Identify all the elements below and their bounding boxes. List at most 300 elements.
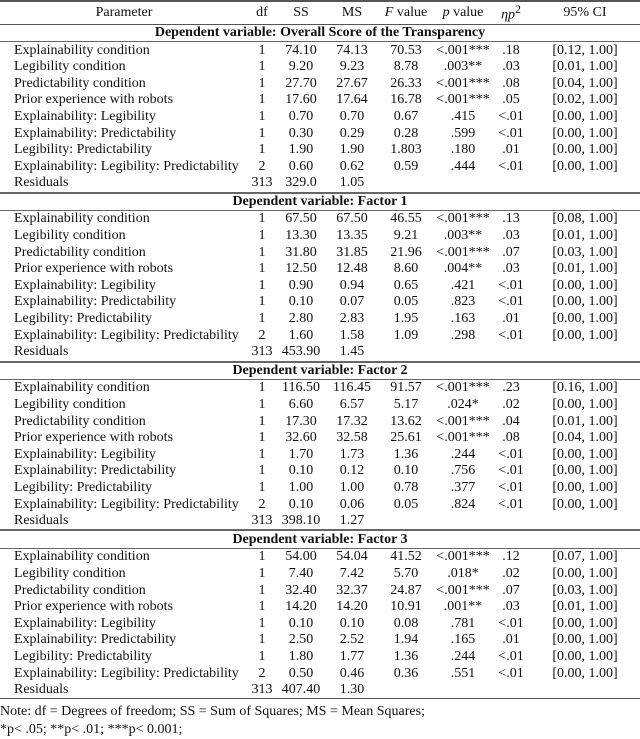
cell-parameter: Explainability: Legibility: Predictability: [14, 158, 239, 174]
cell-ss: 14.20: [285, 599, 317, 615]
cell-ms: 1.73: [339, 446, 365, 462]
cell-f-value: 1.95: [393, 311, 419, 327]
table-row: [0, 327, 640, 344]
cell-f-value: 0.05: [393, 496, 419, 512]
table-row: [0, 496, 640, 513]
table-row: [0, 632, 640, 649]
table-row: [0, 344, 640, 362]
section-header: [0, 530, 640, 548]
cell-df: 1: [258, 311, 266, 327]
cell-ms: 14.20: [336, 599, 368, 615]
cell-ss: 453.90: [281, 344, 321, 360]
cell-eta-squared: <.01: [498, 615, 524, 631]
cell-ms: 0.62: [339, 158, 365, 174]
cell-p-value: .756: [450, 463, 476, 479]
cell-parameter: Legibility: Predictability: [14, 311, 153, 327]
table-row: [0, 125, 640, 142]
cell-df: 1: [258, 59, 266, 75]
cell-ci: [0.03, 1.00]: [552, 244, 618, 260]
cell-df: 1: [258, 142, 266, 158]
cell-ms: 17.32: [336, 413, 368, 429]
cell-f-value: 5.70: [393, 565, 419, 581]
cell-ci: [0.00, 1.00]: [552, 158, 618, 174]
cell-p-value: .551: [450, 665, 476, 681]
cell-eta-squared: <.01: [498, 479, 524, 495]
cell-eta-squared: .05: [502, 92, 520, 108]
cell-eta-squared: .07: [502, 582, 520, 598]
cell-ci: [0.12, 1.00]: [552, 42, 618, 58]
cell-df: 1: [258, 565, 266, 581]
table-row: [0, 294, 640, 311]
cell-parameter: Residuals: [0, 682, 248, 699]
cell-df: 313: [248, 682, 276, 699]
cell-parameter: Predictability condition: [14, 75, 146, 91]
header-f-value: [378, 1, 434, 24]
cell-df: 2: [258, 327, 266, 343]
cell-ss: 2.50: [288, 632, 314, 648]
cell-ms: 1.30: [326, 682, 378, 699]
cell-eta-squared: .08: [502, 430, 520, 446]
cell-eta-squared: .23: [502, 380, 520, 396]
cell-ms: 1.58: [339, 327, 365, 343]
cell-ms: 32.37: [336, 582, 368, 598]
cell-parameter: Explainability condition: [14, 549, 150, 565]
cell-parameter: Explainability: Legibility: Predictability: [14, 665, 239, 681]
cell-p-value: [434, 344, 492, 362]
cell-ci: [0.01, 1.00]: [552, 599, 618, 615]
cell-df: 1: [258, 277, 266, 293]
cell-ms: 67.50: [336, 211, 368, 227]
cell-ci: [0.00, 1.00]: [552, 397, 618, 413]
cell-parameter: Residuals: [14, 344, 69, 360]
cell-ci: [0.00, 1.00]: [552, 648, 618, 664]
cell-p-value: .599: [450, 125, 476, 141]
cell-ci: [0.00, 1.00]: [552, 277, 618, 293]
cell-ss: 7.40: [288, 565, 314, 581]
cell-ms: 27.67: [336, 75, 368, 91]
table-row: [0, 582, 640, 599]
cell-f-value: 25.61: [390, 430, 422, 446]
cell-parameter: Legibility condition: [14, 397, 126, 413]
cell-eta-squared: .12: [502, 549, 520, 565]
cell-ss: 0.70: [288, 108, 314, 124]
cell-ci: [0.01, 1.00]: [552, 261, 618, 277]
cell-f-value: 1.803: [390, 142, 422, 158]
cell-f-value: 70.53: [390, 42, 422, 58]
cell-ci: [0.00, 1.00]: [552, 632, 618, 648]
cell-ms: 17.64: [336, 92, 368, 108]
cell-df: 1: [258, 294, 266, 310]
cell-ss: 32.60: [285, 430, 317, 446]
table-row: [0, 397, 640, 414]
cell-ms: 2.83: [339, 311, 365, 327]
cell-ss: 1.00: [288, 479, 314, 495]
cell-df: 1: [258, 42, 266, 58]
cell-ci: [0.00, 1.00]: [552, 311, 618, 327]
cell-ms: 116.45: [333, 380, 371, 396]
cell-df: 1: [258, 479, 266, 495]
cell-df: 1: [258, 599, 266, 615]
cell-ss: 0.10: [288, 496, 314, 512]
cell-ci: [0.04, 1.00]: [552, 430, 618, 446]
cell-p-value: <.001***: [436, 92, 490, 108]
cell-parameter: Legibility condition: [14, 565, 126, 581]
cell-parameter: Residuals: [14, 513, 69, 529]
eta-symbol: ηp: [501, 7, 516, 23]
cell-eta-squared: [492, 175, 530, 193]
cell-parameter: Explainability: Legibility: [14, 615, 156, 631]
cell-eta-squared: .08: [502, 75, 520, 91]
cell-df: 1: [258, 108, 266, 124]
cell-parameter: Explainability: Predictability: [14, 125, 177, 141]
section-header: [0, 362, 640, 380]
cell-f-value: [378, 682, 434, 699]
cell-ss: 1.60: [288, 327, 314, 343]
cell-ms: 1.05: [339, 175, 365, 191]
cell-eta-squared: <.01: [498, 158, 524, 174]
cell-p-value: .415: [450, 108, 476, 124]
cell-ci: [0.00, 1.00]: [552, 479, 618, 495]
cell-df: 1: [258, 211, 266, 227]
cell-df: 1: [258, 582, 266, 598]
table-row: [0, 75, 640, 92]
cell-parameter: Explainability: Predictability: [14, 632, 177, 648]
cell-p-value: <.001***: [436, 582, 490, 598]
cell-ss: 0.10: [288, 615, 314, 631]
cell-parameter: Predictability condition: [14, 582, 146, 598]
cell-parameter: Legibility condition: [14, 59, 126, 75]
cell-f-value: 0.65: [393, 277, 419, 293]
cell-ms: 0.46: [339, 665, 365, 681]
header-p-value: [434, 1, 492, 24]
cell-parameter: Prior experience with robots: [14, 261, 174, 277]
cell-p-value: .004**: [443, 261, 483, 277]
cell-ci: [0.04, 1.00]: [552, 75, 618, 91]
cell-ss: 27.70: [285, 75, 317, 91]
cell-df: 2: [258, 496, 266, 512]
table-row: [0, 463, 640, 480]
cell-parameter: Explainability: Predictability: [14, 463, 177, 479]
cell-ss: 13.30: [285, 228, 317, 244]
f-symbol: F: [384, 4, 394, 20]
cell-f-value: 91.57: [390, 380, 422, 396]
cell-eta-squared: [492, 344, 530, 362]
table-row: [0, 682, 640, 699]
cell-ms: 1.90: [339, 142, 365, 158]
header-df: df: [248, 1, 276, 24]
cell-ci: [0.00, 1.00]: [552, 496, 618, 512]
cell-ci: [530, 682, 640, 699]
table-row: [0, 480, 640, 497]
cell-f-value: 1.36: [393, 446, 419, 462]
cell-df: 1: [258, 380, 266, 396]
cell-ss: 17.30: [285, 413, 317, 429]
cell-df: 313: [251, 175, 273, 191]
cell-f-value: [378, 175, 434, 193]
cell-ms: 0.07: [339, 294, 365, 310]
cell-f-value: 1.36: [393, 648, 419, 664]
cell-ms: 9.23: [339, 59, 365, 75]
cell-eta-squared: <.01: [498, 463, 524, 479]
section-header: [0, 193, 640, 211]
cell-eta-squared: <.01: [498, 446, 524, 462]
cell-f-value: 5.17: [393, 397, 419, 413]
header-ss: SS: [276, 1, 326, 24]
cell-f-value: 13.62: [390, 413, 422, 429]
cell-ms: 12.48: [336, 261, 368, 277]
cell-ms: 6.57: [339, 397, 365, 413]
cell-ss: 0.30: [288, 125, 314, 141]
cell-p-value: .421: [450, 277, 476, 293]
cell-p-value: <.001***: [436, 211, 490, 227]
cell-parameter: Explainability condition: [14, 42, 150, 58]
cell-f-value: 46.55: [390, 211, 422, 227]
cell-eta-squared: .04: [502, 413, 520, 429]
cell-ss: 32.40: [285, 582, 317, 598]
cell-df: 1: [258, 228, 266, 244]
cell-p-value: [434, 175, 492, 193]
cell-parameter: Explainability: Legibility: Predictability: [14, 496, 239, 512]
cell-parameter: Explainability: Legibility: [14, 108, 156, 124]
cell-ms: 0.94: [339, 277, 365, 293]
cell-ms: 1.27: [339, 513, 365, 529]
cell-ci: [0.00, 1.00]: [552, 665, 618, 681]
cell-parameter: Predictability condition: [14, 244, 146, 260]
cell-ci: [0.00, 1.00]: [552, 108, 618, 124]
cell-f-value: 8.60: [393, 261, 419, 277]
cell-ci: [0.07, 1.00]: [552, 549, 618, 565]
cell-ms: 0.70: [339, 108, 365, 124]
cell-ms: 0.06: [339, 496, 365, 512]
cell-ms: 32.58: [336, 430, 368, 446]
cell-p-value: <.001***: [436, 413, 490, 429]
cell-ss: 67.50: [285, 211, 317, 227]
cell-ci: [0.01, 1.00]: [552, 228, 618, 244]
cell-p-value: .781: [450, 615, 476, 631]
cell-ci: [530, 175, 640, 193]
cell-ms: 0.29: [339, 125, 365, 141]
cell-eta-squared: .03: [502, 228, 520, 244]
header-ci: 95% CI: [530, 1, 640, 24]
cell-parameter: Prior experience with robots: [14, 92, 174, 108]
cell-eta-squared: .02: [502, 397, 520, 413]
cell-f-value: 0.59: [393, 158, 419, 174]
section-title: Dependent variable: Factor 1: [0, 193, 640, 211]
cell-f-value: 0.08: [393, 615, 419, 631]
cell-eta-squared: .07: [502, 244, 520, 260]
cell-p-value: .444: [450, 158, 476, 174]
header-ms: MS: [326, 1, 378, 24]
table-row: [0, 278, 640, 295]
cell-ss: 9.20: [288, 59, 314, 75]
cell-ms: 0.10: [339, 615, 365, 631]
cell-ms: 13.35: [336, 228, 368, 244]
table-row: [0, 665, 640, 682]
cell-parameter: Explainability: Legibility: [14, 446, 156, 462]
cell-parameter: Prior experience with robots: [14, 430, 174, 446]
cell-p-value: <.001***: [436, 549, 490, 565]
cell-ss: 54.00: [285, 549, 317, 565]
cell-ms: 54.04: [336, 549, 368, 565]
cell-df: 1: [258, 632, 266, 648]
cell-df: 313: [251, 513, 273, 529]
cell-eta-squared: <.01: [498, 108, 524, 124]
cell-f-value: [378, 513, 434, 531]
cell-ss: 1.80: [288, 648, 314, 664]
cell-df: 2: [258, 665, 266, 681]
cell-eta-squared: <.01: [498, 294, 524, 310]
cell-f-value: 0.28: [393, 125, 419, 141]
cell-f-value: 10.91: [390, 599, 422, 615]
cell-ss: 12.50: [285, 261, 317, 277]
cell-p-value: .244: [450, 648, 476, 664]
cell-ci: [530, 344, 640, 362]
table-row: [0, 649, 640, 666]
cell-ss: 0.60: [288, 158, 314, 174]
cell-f-value: 21.96: [390, 244, 422, 260]
cell-df: 1: [258, 549, 266, 565]
table-notes: [0, 703, 640, 739]
table-row: [0, 430, 640, 447]
cell-f-value: [378, 344, 434, 362]
cell-p-value: .244: [450, 446, 476, 462]
cell-ms: 1.45: [339, 344, 365, 360]
cell-eta-squared: [492, 682, 530, 699]
cell-p-value: .377: [450, 479, 476, 495]
cell-ci: [0.00, 1.00]: [552, 142, 618, 158]
table-row: [0, 549, 640, 566]
cell-df: 1: [258, 125, 266, 141]
header-parameter: Parameter: [0, 1, 248, 24]
cell-df: 1: [258, 413, 266, 429]
cell-f-value: 1.09: [393, 327, 419, 343]
table-row: [0, 311, 640, 328]
cell-eta-squared: <.01: [498, 327, 524, 343]
cell-eta-squared: <.01: [498, 648, 524, 664]
cell-f-value: 0.10: [393, 463, 419, 479]
cell-parameter: Explainability: Legibility: [14, 277, 156, 293]
cell-ss: 0.50: [288, 665, 314, 681]
cell-ss: 2.80: [288, 311, 314, 327]
cell-p-value: .001**: [443, 599, 483, 615]
table-row: [0, 566, 640, 583]
cell-ms: 7.42: [339, 565, 365, 581]
cell-ci: [0.00, 1.00]: [552, 327, 618, 343]
cell-f-value: 0.78: [393, 479, 419, 495]
cell-df: 1: [258, 244, 266, 260]
cell-f-value: 16.78: [390, 92, 422, 108]
table-row: [0, 380, 640, 397]
cell-p-value: .003**: [443, 228, 483, 244]
cell-p-value: .003**: [443, 59, 483, 75]
cell-f-value: 0.05: [393, 294, 419, 310]
cell-ci: [530, 513, 640, 531]
cell-ms: 1.77: [339, 648, 365, 664]
cell-df: 1: [258, 92, 266, 108]
table-row: [0, 109, 640, 126]
cell-p-value: .163: [450, 311, 476, 327]
cell-ss: 116.50: [282, 380, 320, 396]
p-label: value: [449, 4, 484, 20]
table-row: [0, 175, 640, 193]
cell-f-value: 0.67: [393, 108, 419, 124]
cell-eta-squared: <.01: [498, 277, 524, 293]
cell-eta-squared: .02: [502, 565, 520, 581]
table-row: [0, 228, 640, 245]
section-title: Dependent variable: Overall Score of the Transparency: [0, 24, 640, 42]
cell-parameter: Legibility: Predictability: [14, 479, 153, 495]
cell-ci: [0.00, 1.00]: [552, 615, 618, 631]
cell-p-value: <.001***: [436, 42, 490, 58]
cell-f-value: 8.78: [393, 59, 419, 75]
cell-parameter: Residuals: [14, 175, 69, 191]
cell-p-value: .180: [450, 142, 476, 158]
cell-ci: [0.16, 1.00]: [552, 380, 618, 396]
cell-df: 1: [258, 615, 266, 631]
cell-ci: [0.00, 1.00]: [552, 463, 618, 479]
cell-ci: [0.00, 1.00]: [552, 565, 618, 581]
cell-ss: 0.10: [288, 463, 314, 479]
cell-p-value: .298: [450, 327, 476, 343]
cell-f-value: 1.94: [393, 632, 419, 648]
cell-df: 2: [258, 158, 266, 174]
cell-ss: 0.90: [288, 277, 314, 293]
cell-df: 1: [258, 397, 266, 413]
cell-ci: [0.01, 1.00]: [552, 59, 618, 75]
cell-eta-squared: .01: [502, 632, 520, 648]
cell-eta-squared: .18: [502, 42, 520, 58]
table-row: [0, 142, 640, 159]
cell-ci: [0.08, 1.00]: [552, 211, 618, 227]
cell-ss: 0.10: [288, 294, 314, 310]
cell-p-value: .018*: [447, 565, 479, 581]
cell-df: 313: [251, 344, 273, 360]
cell-eta-squared: .13: [502, 211, 520, 227]
table-row: [0, 158, 640, 175]
table-row: [0, 244, 640, 261]
header-eta: [492, 1, 530, 24]
table-row: [0, 211, 640, 228]
table-body: [0, 24, 640, 699]
cell-ss: 1.70: [288, 446, 314, 462]
cell-p-value: [434, 513, 492, 531]
cell-eta-squared: [492, 513, 530, 531]
cell-parameter: Explainability: Legibility: Predictability: [14, 327, 239, 343]
cell-df: 1: [258, 430, 266, 446]
f-label: value: [393, 4, 428, 20]
cell-ss: 329.0: [285, 175, 317, 191]
cell-p-value: [434, 682, 492, 699]
note-line: Note: df = Degrees of freedom; SS = Sum of Squares; MS = Mean Squares;: [0, 704, 425, 720]
section-title: Dependent variable: Factor 3: [0, 530, 640, 548]
cell-ci: [0.00, 1.00]: [552, 125, 618, 141]
cell-f-value: 9.21: [393, 228, 419, 244]
table-row: [0, 413, 640, 430]
cell-eta-squared: <.01: [498, 125, 524, 141]
table-row: [0, 261, 640, 278]
cell-df: 1: [258, 648, 266, 664]
cell-parameter: Explainability condition: [14, 211, 150, 227]
cell-ss: 74.10: [285, 42, 317, 58]
cell-ss: 398.10: [281, 513, 321, 529]
cell-ms: 74.13: [336, 42, 368, 58]
cell-p-value: .165: [450, 632, 476, 648]
cell-ss: 17.60: [285, 92, 317, 108]
table-row: [0, 513, 640, 531]
cell-ms: 2.52: [339, 632, 365, 648]
cell-ci: [0.02, 1.00]: [552, 92, 618, 108]
cell-parameter: Legibility: Predictability: [14, 142, 153, 158]
